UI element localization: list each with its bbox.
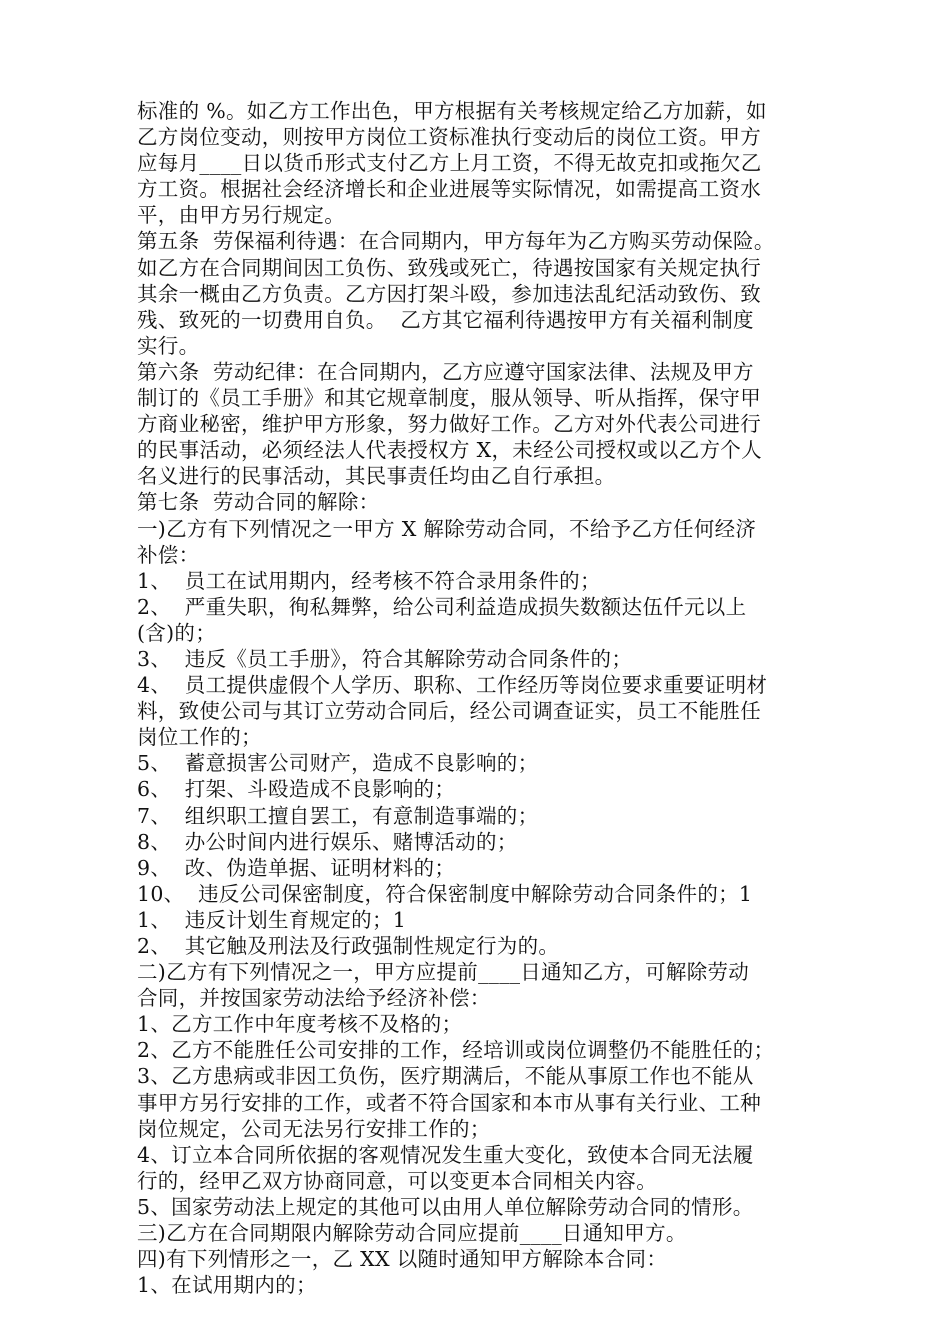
text-line: 的民事活动，必须经法人代表授权方 X，未经公司授权或以乙方个人 bbox=[137, 438, 762, 463]
list-item: 6、 打架、斗殴造成不良影响的； bbox=[137, 777, 456, 802]
text-line: 行的，经甲乙双方协商同意，可以变更本合同相关内容。 bbox=[137, 1168, 657, 1193]
list-item: 5、 蓄意损害公司财产，造成不良影响的； bbox=[137, 751, 539, 776]
section-3-heading: 三)乙方在合同期限内解除劳动合同应提前____日通知甲方。 bbox=[137, 1221, 687, 1246]
list-item: 3、乙方患病或非因工负伤，医疗期满后，不能从事原工作也不能从 bbox=[137, 1064, 754, 1089]
list-item: 5、国家劳动法上规定的其他可以由用人单位解除劳动合同的情形。 bbox=[137, 1194, 754, 1219]
list-item: 1、 员工在试用期内，经考核不符合录用条件的； bbox=[137, 568, 601, 593]
list-item: 1、乙方工作中年度考核不及格的； bbox=[137, 1012, 463, 1037]
text-line: 补偿： bbox=[137, 542, 200, 567]
section-4-heading: 四)有下列情形之一，乙 XX 以随时通知甲方解除本合同： bbox=[137, 1247, 668, 1272]
list-item: 10、 违反公司保密制度，符合保密制度中解除劳动合同条件的；1 bbox=[137, 881, 753, 906]
section-2-heading: 二)乙方有下列情况之一，甲方应提前____日通知乙方，可解除劳动 bbox=[137, 960, 750, 985]
list-item: 3、 违反《员工手册》，符合其解除劳动合同条件的； bbox=[137, 646, 633, 671]
text-line: 料，致使公司与其订立劳动合同后，经公司调查证实，员工不能胜任 bbox=[137, 699, 761, 724]
article-7-heading: 第七条 劳动合同的解除： bbox=[137, 490, 380, 515]
text-line: 岗位工作的； bbox=[137, 725, 262, 750]
section-1-heading: 一)乙方有下列情况之一甲方 X 解除劳动合同，不给予乙方任何经济 bbox=[137, 516, 757, 541]
list-item: 9、 改、伪造单据、证明材料的； bbox=[137, 855, 456, 880]
list-item: 1、 违反计划生育规定的；1 bbox=[137, 907, 407, 932]
list-item: 2、 其它触及刑法及行政强制性规定行为的。 bbox=[137, 934, 560, 958]
text-line: 标准的 %。如乙方工作出色，甲方根据有关考核规定给乙方加薪，如 bbox=[137, 99, 767, 123]
text-line: 名义进行的民事活动，其民事责任均由乙自行承担。 bbox=[137, 464, 616, 489]
text-line: 如乙方在合同期间因工负伤、致残或死亡，待遇按国家有关规定执行 bbox=[137, 255, 761, 280]
text-line: 实行。 bbox=[137, 333, 200, 358]
article-5-heading: 第五条 劳保福利待遇：在合同期内，甲方每年为乙方购买劳动保险。 bbox=[137, 229, 775, 254]
document-page bbox=[137, 98, 827, 1298]
text-line: 方商业秘密，维护甲方形象，努力做好工作。乙方对外代表公司进行 bbox=[137, 412, 761, 437]
text-line: (含)的； bbox=[137, 620, 216, 645]
article-6-heading: 第六条 劳动纪律：在合同期内，乙方应遵守国家法律、法规及甲方 bbox=[137, 359, 754, 384]
list-item: 2、 严重失职，徇私舞弊，给公司利益造成损失数额达伍仟元以上 bbox=[137, 594, 747, 619]
text-line: 合同，并按国家劳动法给予经济补偿： bbox=[137, 986, 491, 1011]
list-item: 2、乙方不能胜任公司安排的工作，经培训或岗位调整仍不能胜任的； bbox=[137, 1038, 775, 1063]
list-item: 7、 组织职工擅自罢工，有意制造事端的； bbox=[137, 803, 539, 828]
text-line: 残、致死的一切费用自负。 乙方其它福利待遇按甲方有关福利制度 bbox=[137, 307, 754, 332]
text-line: 乙方岗位变动，则按甲方岗位工资标准执行变动后的岗位工资。甲方 bbox=[137, 125, 761, 150]
list-item: 8、 办公时间内进行娱乐、赌博活动的； bbox=[137, 829, 518, 854]
text-line: 其余一概由乙方负责。乙方因打架斗殴，参加违法乱纪活动致伤、致 bbox=[137, 281, 761, 306]
list-item: 4、订立本合同所依据的客观情况发生重大变化，致使本合同无法履 bbox=[137, 1142, 754, 1167]
text-line: 应每月____日以货币形式支付乙方上月工资，不得无故克扣或拖欠乙 bbox=[137, 151, 762, 176]
list-item: 1、在试用期内的； bbox=[137, 1273, 317, 1298]
text-line: 方工资。根据社会经济增长和企业进展等实际情况，如需提高工资水 bbox=[137, 177, 761, 202]
list-item: 4、 员工提供虚假个人学历、职称、工作经历等岗位要求重要证明材 bbox=[137, 673, 768, 698]
text-line: 平，由甲方另行规定。 bbox=[137, 203, 345, 228]
text-line: 岗位规定，公司无法另行安排工作的； bbox=[137, 1116, 491, 1141]
text-line: 事甲方另行安排的工作，或者不符合国家和本市从事有关行业、工种 bbox=[137, 1090, 761, 1115]
text-line: 制订的《员工手册》和其它规章制度，服从领导、听从指挥，保守甲 bbox=[137, 386, 761, 411]
